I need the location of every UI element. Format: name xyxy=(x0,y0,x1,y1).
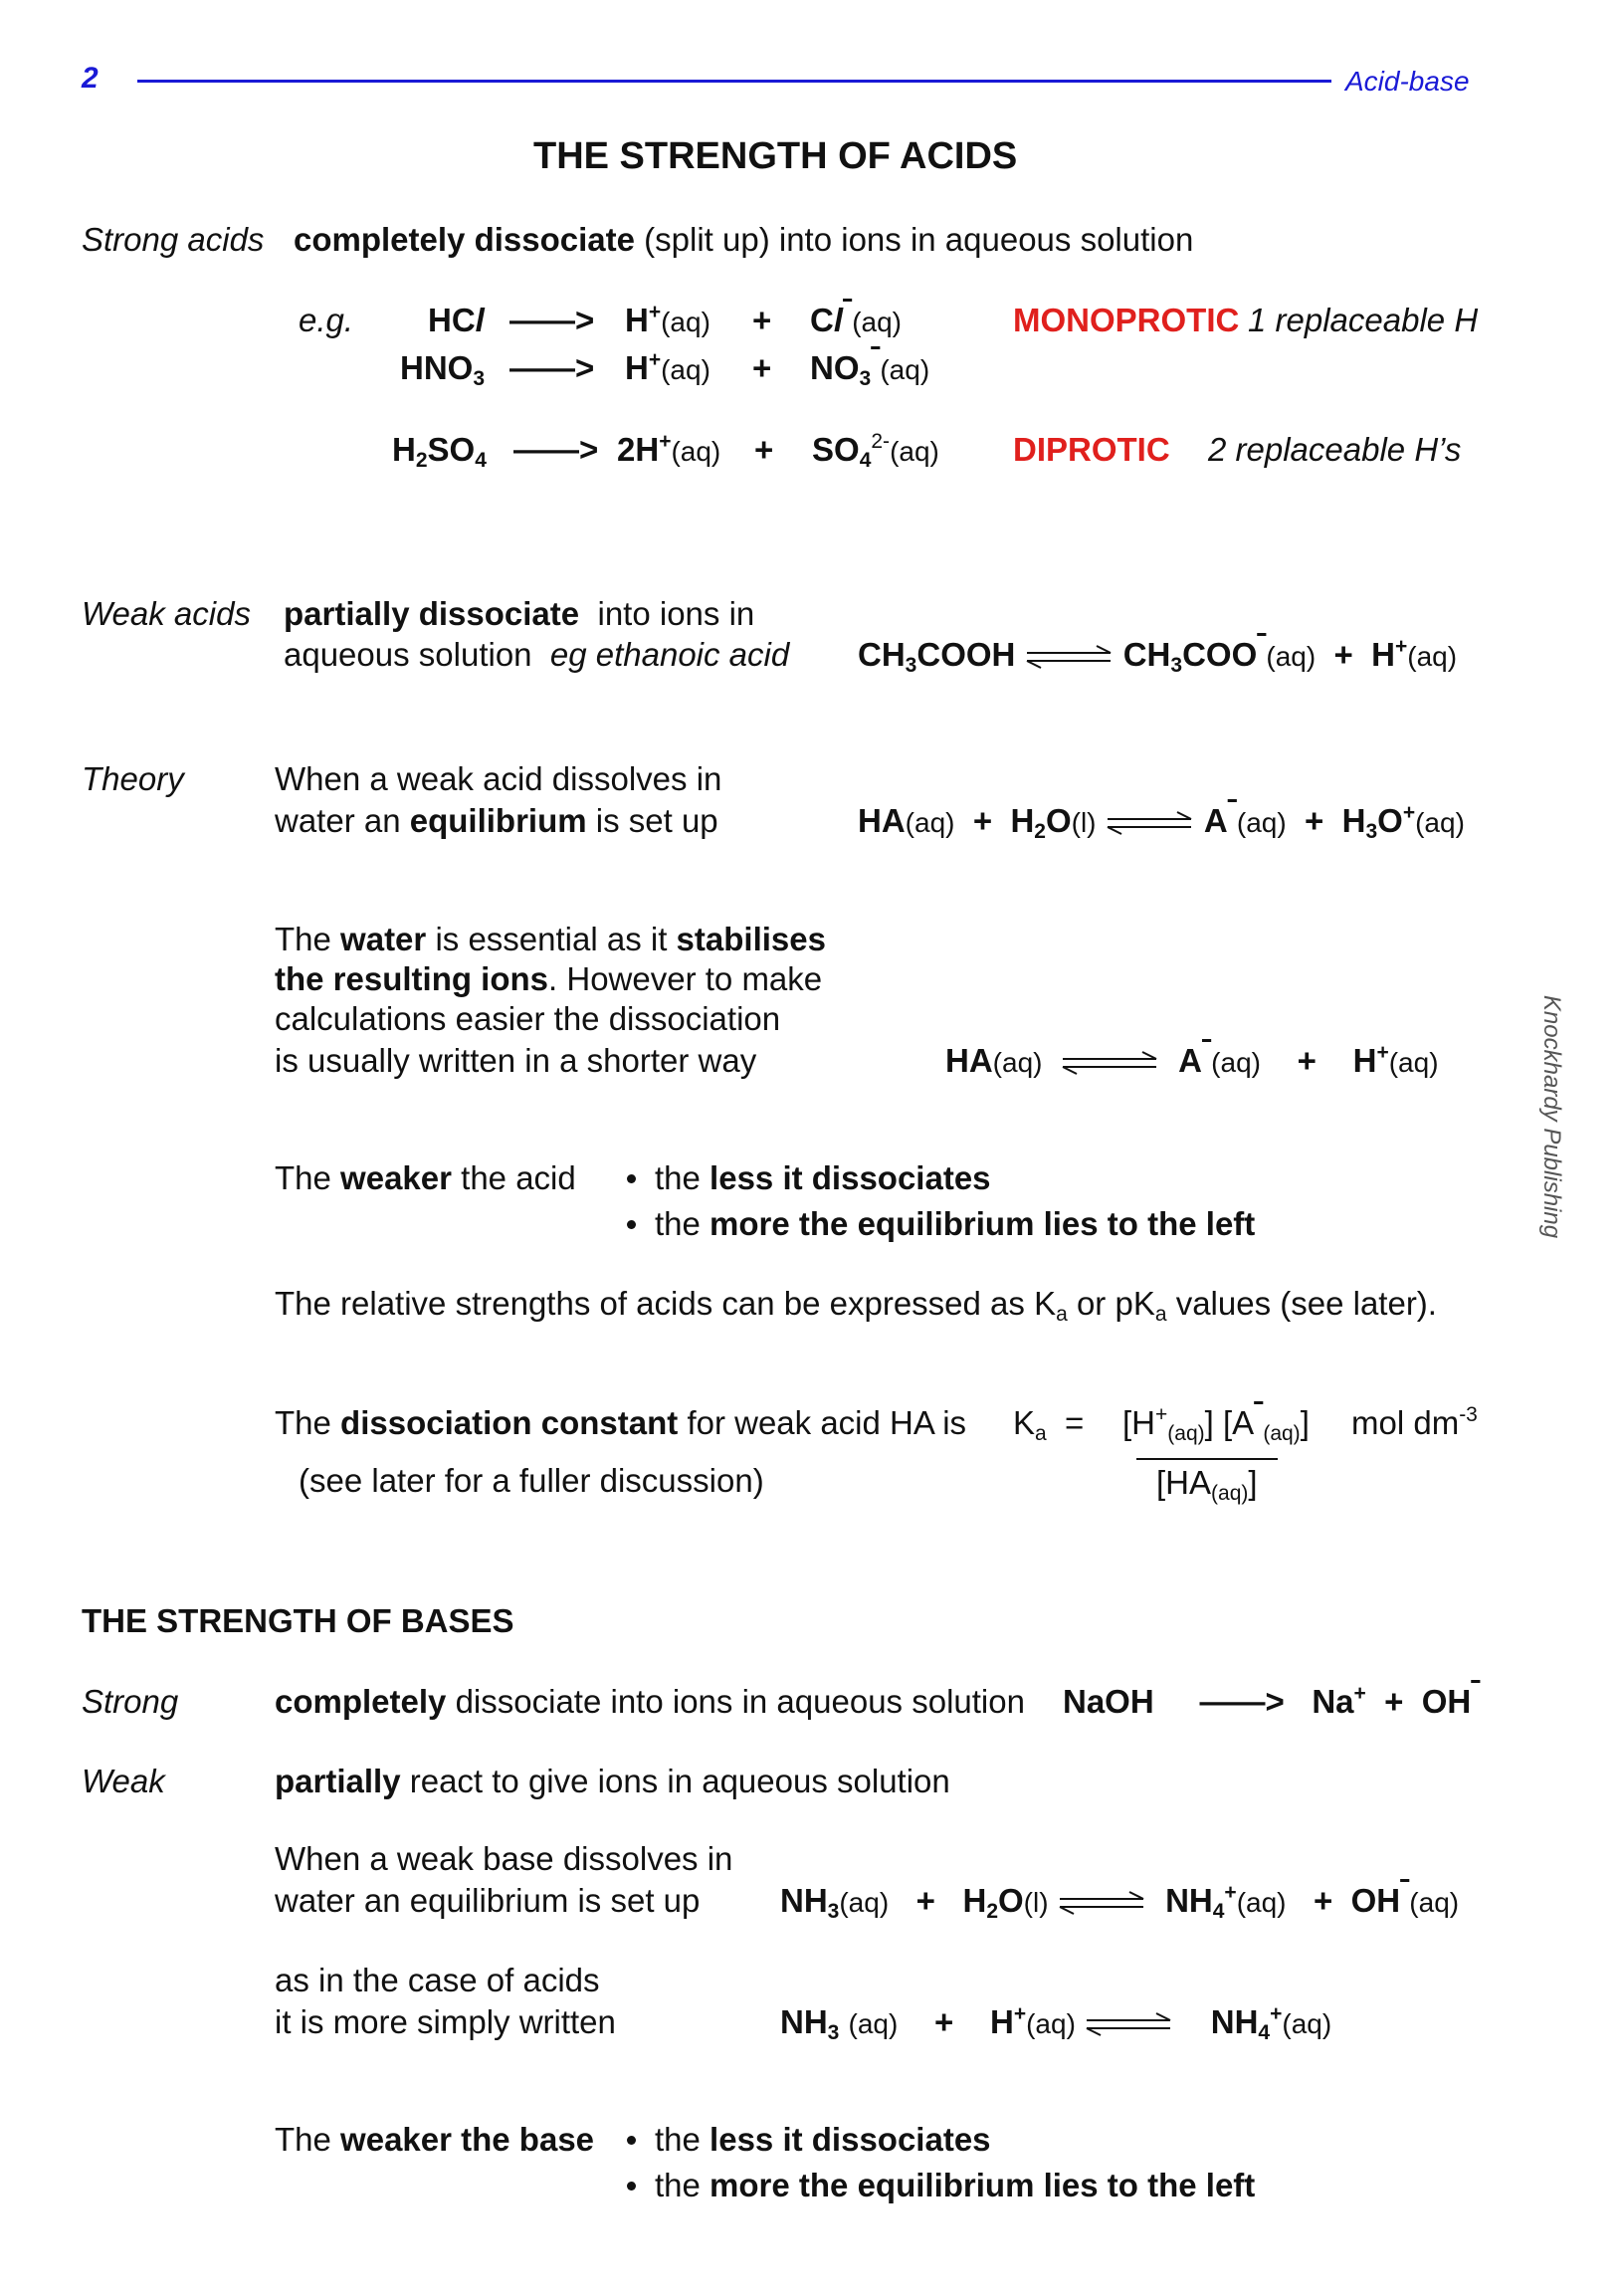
acid-bullet-2: the more the equilibrium lies to the left xyxy=(655,1205,1256,1242)
section-name: Acid-base xyxy=(1345,66,1470,97)
strong-acids-label: Strong acids xyxy=(82,221,265,258)
see-later: (see later for a fuller discussion) xyxy=(299,1462,764,1499)
theory-line-1: When a weak acid dissolves in xyxy=(275,760,722,797)
weak-base-label: Weak xyxy=(82,1763,165,1799)
short-equation: HA(aq) A (aq) + H+(aq) xyxy=(945,1041,1439,1079)
water-para-2: the resulting ions. However to make xyxy=(275,960,823,997)
header-rule xyxy=(137,80,1331,83)
equilibrium-arrow xyxy=(1106,811,1195,835)
plus-1: + xyxy=(752,302,772,338)
so4: $SO_4^{2-}(aq)$ xyxy=(812,430,939,472)
diprotic: DIPROTIC xyxy=(1013,431,1170,468)
theory-line-2: water an equilibrium is set up xyxy=(275,802,718,839)
strong-base-label: Strong xyxy=(82,1683,179,1720)
arrow-3: ——> xyxy=(513,431,599,468)
two-h-plus: 2H+(aq) xyxy=(617,430,721,468)
cl-minus: Cl (aq) xyxy=(810,302,902,338)
equilibrium-arrow xyxy=(1061,1051,1160,1075)
bullet xyxy=(627,1174,636,1183)
base-eq-line-2: water an equilibrium is set up xyxy=(275,1882,701,1919)
bullet xyxy=(627,2182,636,2191)
plus-2: + xyxy=(752,349,772,386)
base-case-1: as in the case of acids xyxy=(275,1962,600,1998)
fraction-bar xyxy=(1136,1458,1278,1460)
weak-acids-desc-1: partially dissociate into ions in xyxy=(284,595,755,632)
bullet xyxy=(627,1220,636,1229)
weaker-acid: The weaker the acid xyxy=(275,1159,576,1196)
equilibrium-arrow xyxy=(1058,1891,1147,1915)
weaker-base: The weaker the base xyxy=(275,2121,595,2158)
page-number: 2 xyxy=(82,62,99,95)
no3-minus: $NO_3$ (aq) xyxy=(810,349,930,390)
ka-symbol: $K_a$ xyxy=(1013,1404,1047,1445)
weak-acids-desc-2: aqueous solution eg ethanoic acid xyxy=(284,636,790,673)
water-para-3: calculations easier the dissociation xyxy=(275,1000,781,1037)
strong-base-desc: completely dissociate into ions in aqueous solution xyxy=(275,1683,1025,1720)
hno3: $HNO_3$ xyxy=(400,349,486,390)
monoprotic: MONOPROTIC xyxy=(1013,302,1240,338)
ammonia-short-equation: $NH_3$ (aq) + H+(aq) $NH_4^+(aq)$ xyxy=(780,2002,1332,2044)
arrow-1: ——> xyxy=(509,302,595,338)
base-bullet-2: the more the equilibrium lies to the left xyxy=(655,2167,1256,2203)
base-bullet-1: the less it dissociates xyxy=(655,2121,991,2158)
ethanoic-equation: $CH_3COOH$ $CH_3COO$ (aq) + H+(aq) xyxy=(858,635,1458,677)
plus-3: + xyxy=(754,431,774,468)
theory-label: Theory xyxy=(82,760,184,797)
theory-equation: $HA(aq) + H_2O(l)$ A $(aq) + H_3O^+(aq)$ xyxy=(858,801,1465,843)
base-case-2: it is more simply written xyxy=(275,2003,616,2040)
mono-note: 1 replaceable H xyxy=(1248,302,1479,338)
bases-title: THE STRENGTH OF BASES xyxy=(82,1602,514,1639)
hcl: HCl xyxy=(428,302,485,338)
ka-denominator: $[HA_{(aq)}]$ xyxy=(1156,1464,1258,1505)
h-plus-2: H+(aq) xyxy=(625,348,710,386)
page-title: THE STRENGTH OF ACIDS xyxy=(533,135,1018,177)
h-plus-1: H+(aq) xyxy=(625,301,710,338)
weak-base-desc: partially react to give ions in aqueous solution xyxy=(275,1763,950,1799)
acid-bullet-1: the less it dissociates xyxy=(655,1159,991,1196)
h2so4: $H_2SO_4$ xyxy=(392,431,487,472)
naoh-equation: NaOH ——> Na+ + OH xyxy=(1063,1682,1472,1720)
equilibrium-arrow xyxy=(1085,2012,1174,2036)
water-para-1: The water is essential as it stabilises xyxy=(275,921,826,957)
ka-units: mol $dm^{-3}$ xyxy=(1351,1403,1478,1441)
base-eq-line-1: When a weak base dissolves in xyxy=(275,1840,733,1877)
publisher-note: Knockhardy Publishing xyxy=(1538,994,1566,1239)
eg-label: e.g. xyxy=(299,302,354,338)
equilibrium-arrow xyxy=(1025,645,1115,669)
ka-numerator: $[H^+_{(aq)}]$ [A $_{(aq)}$] xyxy=(1122,1403,1310,1445)
strong-acids-desc: completely dissociate (split up) into ions in aqueous solution xyxy=(294,221,1194,258)
water-para-4: is usually written in a shorter way xyxy=(275,1042,757,1079)
ammonia-equation: $NH_3(aq)$ + $H_2O(l)$ $NH_4^+(aq)$ + OH (aq) xyxy=(780,1881,1460,1923)
weak-acids-label: Weak acids xyxy=(82,595,251,632)
bullet xyxy=(627,2136,636,2145)
relative-strengths: The relative strengths of acids can be expressed as $K_a$ or $pK_a$ values (see later). xyxy=(275,1285,1437,1326)
di-note: 2 replaceable H’s xyxy=(1208,431,1462,468)
arrow-2: ——> xyxy=(509,349,595,386)
dissociation-constant: The dissociation constant for weak acid HA is xyxy=(275,1404,967,1441)
ka-equals: = xyxy=(1065,1404,1085,1441)
